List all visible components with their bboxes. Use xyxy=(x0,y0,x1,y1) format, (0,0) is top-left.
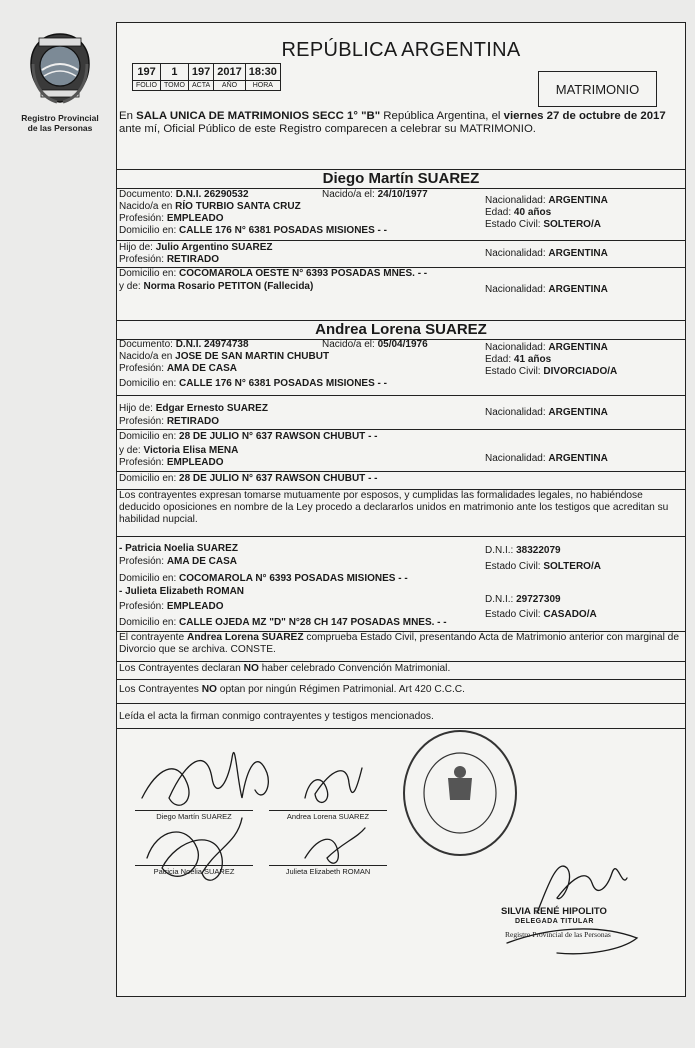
birth-label: Nacido/a el: xyxy=(322,339,375,350)
signature-label-1: Diego Martín SUAREZ xyxy=(156,812,232,821)
witness2-name: - Julieta Elizabeth ROMAN xyxy=(119,586,245,597)
intro-suffix: ante mí, Oficial Público de este Registro comparecen a celebrar su xyxy=(119,122,460,135)
profession-label: Profesión: xyxy=(119,213,165,224)
spouse2-birthplace: JOSE DE SAN MARTIN CHUBUT xyxy=(175,351,330,362)
intro-act: MATRIMONIO. xyxy=(459,122,536,135)
spouse1-mother: Norma Rosario PETITON (Fallecida) xyxy=(143,281,314,292)
spouse2-civil-status: DIVORCIADO/A xyxy=(543,366,618,377)
spouse1-father-nationality: ARGENTINA xyxy=(548,248,608,259)
signature-label-2: Andrea Lorena SUAREZ xyxy=(286,812,370,821)
divider xyxy=(117,395,685,396)
profession-label: Profesión: xyxy=(119,556,165,567)
intro-mid: República Argentina, el xyxy=(380,110,504,122)
witness2-dni: 29727309 xyxy=(516,594,561,605)
witness2-address-row xyxy=(117,617,685,629)
spouse2-name: Andrea Lorena SUAREZ xyxy=(315,321,487,338)
spouse1-mother-row xyxy=(117,281,685,293)
spouse1-father-address-row xyxy=(117,268,685,280)
acta-label: ACTA xyxy=(188,81,213,91)
spouse2-mother-address-row xyxy=(117,473,685,485)
spouse2-nationality: ARGENTINA xyxy=(548,342,608,353)
nationality-label: Nacionalidad: xyxy=(485,195,546,206)
spouse1-father-row xyxy=(117,242,685,259)
declaration-paragraph: Los contrayentes expresan tomarse mutuamente por esposos, y cumplidas las formalidades legales, no habiéndose deducido oposiciones en nombre de la Ley procedo a declararlos unidos en matrimonio ante los testigos que acreditan su habilidad nupcial. xyxy=(119,490,669,526)
spouse2-address-row xyxy=(117,378,685,390)
witness2-civil-status: CASADO/A xyxy=(543,609,597,620)
regime-note xyxy=(117,684,685,696)
divorce-name: Andrea Lorena SUAREZ xyxy=(186,632,304,643)
regime-suffix: optan por ningún Régimen Patrimonial. Art 420 C.C.C. xyxy=(216,684,465,695)
civil-status-label: Estado Civil: xyxy=(485,366,541,377)
spouse2-father-row xyxy=(117,403,685,418)
born-in-label: Nacido/a en xyxy=(119,201,173,212)
spouse2-mother-profession: EMPLEADO xyxy=(166,457,224,468)
spouse1-document-row xyxy=(117,189,685,206)
convention-note xyxy=(117,663,685,675)
spouse1-father-profession-row xyxy=(117,254,685,266)
spouse2-profession-row xyxy=(117,363,685,375)
intro-office: SALA UNICA DE MATRIMONIOS SECC 1° "B" xyxy=(136,110,381,122)
registry-numbers-table xyxy=(132,63,281,91)
witness1-address: COCOMAROLA N° 6393 POSADAS MISIONES - - xyxy=(179,573,408,584)
divider xyxy=(117,679,685,680)
witness1-civil-status: SOLTERO/A xyxy=(543,561,601,572)
witness2-name-row xyxy=(117,586,685,605)
witness1-name: - Patricia Noelia SUAREZ xyxy=(119,543,238,554)
acta-value: 197 xyxy=(188,64,213,81)
official-org: Registro Provincial de las Personas xyxy=(505,930,611,939)
divider xyxy=(117,536,685,537)
divider xyxy=(117,703,685,704)
nationality-label: Nacionalidad: xyxy=(485,453,546,464)
spouse1-birthplace-row xyxy=(117,201,685,218)
spouse2-father-address-row xyxy=(117,431,685,443)
witness1-name-row xyxy=(117,543,685,555)
registry-logo xyxy=(14,30,106,133)
signature-line xyxy=(269,865,387,866)
hour-label: HORA xyxy=(245,81,280,91)
spouse2-birth-date: 05/04/1976 xyxy=(377,339,428,350)
spouse1-civil-status: SOLTERO/A xyxy=(543,219,601,230)
seal-icon xyxy=(400,728,520,858)
regime-prefix: Los Contrayentes xyxy=(119,684,202,695)
spouse1-nationality: ARGENTINA xyxy=(548,195,608,206)
spouse2-mother-address: 28 DE JULIO N° 637 RAWSON CHUBUT - - xyxy=(179,473,378,484)
official-seal xyxy=(400,728,520,863)
spouse1-address-row xyxy=(117,225,685,237)
age-label: Edad: xyxy=(485,354,512,365)
mother-label: y de: xyxy=(119,281,141,292)
folio-value: 197 xyxy=(133,64,161,81)
divider xyxy=(117,240,685,241)
spouse1-address: CALLE 176 N° 6381 POSADAS MISIONES - - xyxy=(179,225,387,236)
spouse1-mother-nationality: ARGENTINA xyxy=(548,284,608,295)
spouse1-name: Diego Martín SUAREZ xyxy=(322,170,480,187)
address-label: Domicilio en: xyxy=(119,473,177,484)
divider xyxy=(117,661,685,662)
nationality-label: Nacionalidad: xyxy=(485,407,546,418)
tomo-value: 1 xyxy=(161,64,189,81)
father-label: Hijo de: xyxy=(119,242,153,253)
spouse1-father-address: COCOMAROLA OESTE N° 6393 POSADAS MNES. - - xyxy=(179,268,428,279)
witness1-address-row xyxy=(117,573,685,585)
closing-note: Leída el acta la firman conmigo contrayentes y testigos mencionados. xyxy=(119,711,434,722)
mother-label: y de: xyxy=(119,445,141,456)
regime-no: NO xyxy=(201,684,217,695)
spouse2-age: 41 años xyxy=(513,354,552,365)
profession-label: Profesión: xyxy=(119,363,165,374)
convention-suffix: haber celebrado Convención Matrimonial. xyxy=(258,663,451,674)
spouse2-father-address: 28 DE JULIO N° 637 RAWSON CHUBUT - - xyxy=(179,431,378,442)
year-value: 2017 xyxy=(214,64,245,81)
address-label: Domicilio en: xyxy=(119,225,177,236)
witness2-address: CALLE OJEDA MZ "D" N°28 CH 147 POSADAS MNES. - - xyxy=(179,617,447,628)
witness1-profession-row xyxy=(117,556,685,572)
logo-caption-line-1: Registro Provincial xyxy=(21,113,99,123)
witness2-profession-row xyxy=(117,601,685,620)
spouse1-age: 40 años xyxy=(513,207,552,218)
tomo-label: TOMO xyxy=(161,81,189,91)
spouse1-profession-row xyxy=(117,213,685,230)
marriage-certificate xyxy=(116,22,686,997)
address-label: Domicilio en: xyxy=(119,617,177,628)
divider xyxy=(117,471,685,472)
spouse2-birthplace-row xyxy=(117,351,685,363)
birth-label: Nacido/a el: xyxy=(322,189,375,200)
document-label: Documento: xyxy=(119,189,173,200)
witness2-profession: EMPLEADO xyxy=(166,601,224,612)
spouse1-birth-date: 24/10/1977 xyxy=(377,189,428,200)
dni-label: D.N.I.: xyxy=(485,545,514,556)
witness1-profession: AMA DE CASA xyxy=(166,556,237,567)
signature-label-3: Patricia Noelia SUAREZ xyxy=(153,867,235,876)
folio-label: FOLIO xyxy=(133,81,161,91)
convention-no: NO xyxy=(243,663,259,674)
witness1-dni: 38322079 xyxy=(516,545,561,556)
address-label: Domicilio en: xyxy=(119,573,177,584)
spouse2-address: CALLE 176 N° 6381 POSADAS MISIONES - - xyxy=(179,378,387,389)
convention-prefix: Los Contrayentes declaran xyxy=(119,663,244,674)
signature-line xyxy=(135,865,253,866)
spouse2-mother: Victoria Elisa MENA xyxy=(143,445,239,456)
nationality-label: Nacionalidad: xyxy=(485,284,546,295)
spouse2-mother-nationality: ARGENTINA xyxy=(548,453,608,464)
profession-label: Profesión: xyxy=(119,416,165,427)
spouse1-father: Julio Argentino SUAREZ xyxy=(155,242,273,253)
intro-paragraph xyxy=(117,110,683,135)
father-label: Hijo de: xyxy=(119,403,153,414)
year-label: AÑO xyxy=(214,81,245,91)
dni-label: D.N.I.: xyxy=(485,594,514,605)
intro-prefix: En xyxy=(119,110,137,122)
civil-status-label: Estado Civil: xyxy=(485,609,541,620)
divorce-suffix: comprueba Estado Civil, presentando Acta de Matrimonio anterior con marginal de Divorcio que se archiva. CONSTE. xyxy=(119,632,680,656)
spouse2-father-profession: RETIRADO xyxy=(166,416,220,427)
official-role: DELEGADA TITULAR xyxy=(515,918,594,925)
profession-label: Profesión: xyxy=(119,601,165,612)
page-title: REPÚBLICA ARGENTINA xyxy=(281,39,521,61)
hour-value: 18:30 xyxy=(245,64,280,81)
divorce-prefix: El contrayente xyxy=(119,632,187,643)
logo-caption-line-2: de las Personas xyxy=(27,123,93,133)
profession-label: Profesión: xyxy=(119,457,165,468)
signature-label-4: Julieta Elizabeth ROMAN xyxy=(285,867,371,876)
profession-label: Profesión: xyxy=(119,254,165,265)
address-label: Domicilio en: xyxy=(119,378,177,389)
spouse2-document-row xyxy=(117,339,685,351)
official-name: SILVIA RENÉ HIPOLITO xyxy=(501,906,607,917)
spouse2-father-nationality: ARGENTINA xyxy=(548,407,608,418)
divorce-note xyxy=(117,632,685,656)
age-label: Edad: xyxy=(485,207,512,218)
spouse1-birthplace: RÍO TURBIO SANTA CRUZ xyxy=(175,201,301,212)
spouse1-profession: EMPLEADO xyxy=(166,213,224,224)
signature-line xyxy=(269,810,387,811)
document-type-box: MATRIMONIO xyxy=(538,71,657,107)
spouse2-mother-profession-row xyxy=(117,457,685,469)
civil-status-label: Estado Civil: xyxy=(485,561,541,572)
document-label: Documento: xyxy=(119,339,173,350)
divider xyxy=(117,429,685,430)
province-emblem-icon xyxy=(27,30,93,106)
born-in-label: Nacido/a en xyxy=(119,351,173,362)
spouse2-document: D.N.I. 24974738 xyxy=(175,339,249,350)
logo-caption xyxy=(14,113,106,133)
address-label: Domicilio en: xyxy=(119,268,177,279)
spouse2-father-profession-row xyxy=(117,416,685,428)
signature-line xyxy=(135,810,253,811)
nationality-label: Nacionalidad: xyxy=(485,248,546,259)
spouse2-father: Edgar Ernesto SUAREZ xyxy=(155,403,268,414)
spouse1-father-profession: RETIRADO xyxy=(166,254,220,265)
civil-status-label: Estado Civil: xyxy=(485,219,541,230)
spouse2-profession: AMA DE CASA xyxy=(166,363,237,374)
spouse1-document: D.N.I. 26290532 xyxy=(175,189,249,200)
nationality-label: Nacionalidad: xyxy=(485,342,546,353)
address-label: Domicilio en: xyxy=(119,431,177,442)
intro-date: viernes 27 de octubre de 2017 xyxy=(503,110,666,122)
